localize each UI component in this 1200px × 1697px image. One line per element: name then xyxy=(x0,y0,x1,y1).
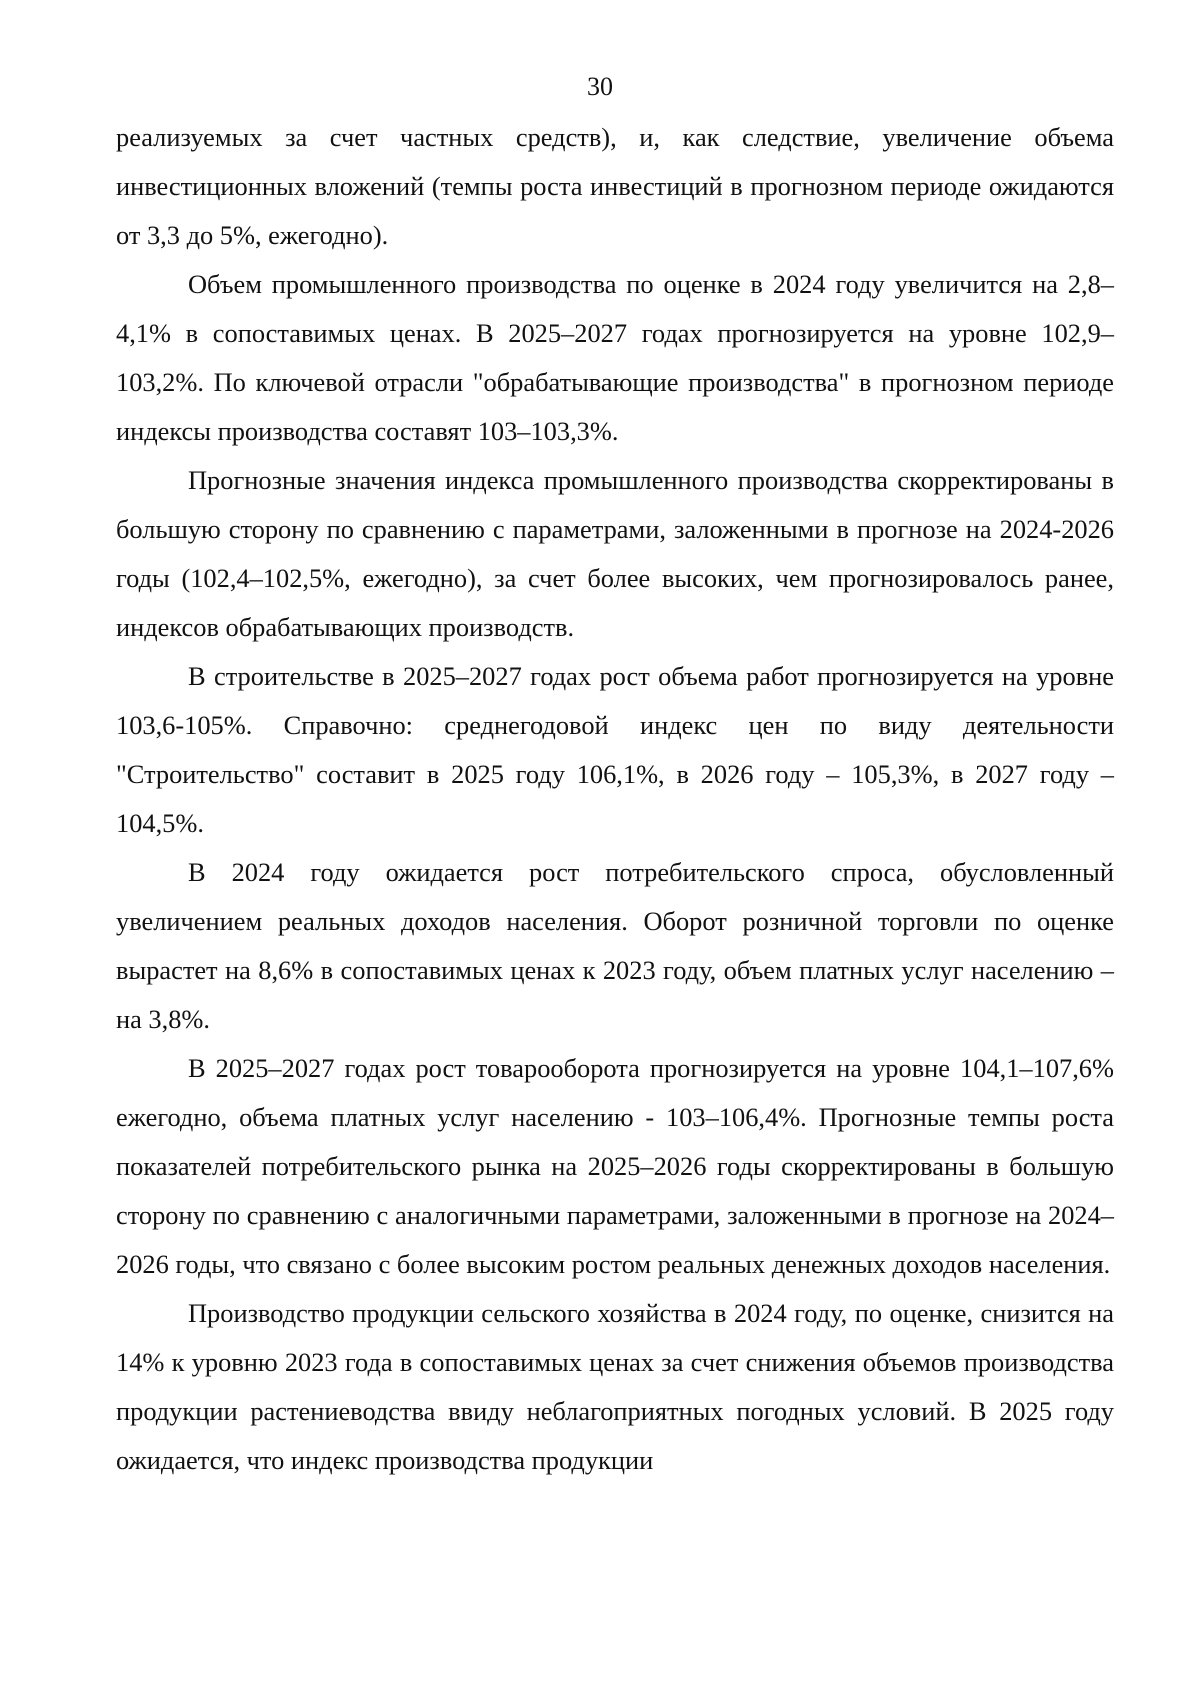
paragraph-consumer-demand: В 2024 году ожидается рост потребительского спроса, обусловленный увеличением реальных доходов населения. Оборот розничной торговли по оценке вырастет на 8,6% в сопоставимых ценах к 2023 году, объем платных услуг населению – на 3,8%. xyxy=(116,857,1114,1034)
paragraph-forecast-adjustment: Прогнозные значения индекса промышленного производства скорректированы в большую сторону по сравнению с параметрами, заложенными в прогнозе на 2024-2026 годы (102,4–102,5%, ежегодно), за счет более высоких, чем прогнозировалось ранее, индексов обрабатывающих производств. xyxy=(116,465,1114,642)
page-number: 30 xyxy=(587,72,613,101)
page-body xyxy=(116,113,1114,1485)
paragraph-agriculture: Производство продукции сельского хозяйства в 2024 году, по оценке, снизится на 14% к уровню 2023 года в сопоставимых ценах за счет снижения объемов производства продукции растениеводства ввиду неблагоприятных погодных условий. В 2025 году ожидается, что индекс производства продукции xyxy=(116,1298,1114,1475)
paragraph-industrial-production: Объем промышленного производства по оценке в 2024 году увеличится на 2,8–4,1% в сопоставимых ценах. В 2025–2027 годах прогнозируется на уровне 102,9–103,2%. По ключевой отрасли "обрабатывающие производства" в прогнозном периоде индексы производства составят 103–103,3%. xyxy=(116,269,1114,446)
paragraph-investment-continuation: реализуемых за счет частных средств), и, как следствие, увеличение объема инвестиционных вложений (темпы роста инвестиций в прогнозном периоде ожидаются от 3,3 до 5%, ежегодно). xyxy=(116,122,1114,250)
paragraph-construction: В строительстве в 2025–2027 годах рост объема работ прогнозируется на уровне 103,6-105%. Справочно: среднегодовой индекс цен по виду деятельности "Строительство" составит в 2025 году 106,1%, в 2026 году – 105,3%, в 2027 году – 104,5%. xyxy=(116,661,1114,838)
paragraph-retail-forecast: В 2025–2027 годах рост товарооборота прогнозируется на уровне 104,1–107,6% ежегодно, объема платных услуг населению - 103–106,4%. Прогнозные темпы роста показателей потребительского рынка на 2025–2026 годы скорректированы в большую сторону по сравнению с аналогичными параметрами, заложенными в прогнозе на 2024–2026 годы, что связано с более высоким ростом реальных денежных доходов населения. xyxy=(116,1053,1114,1279)
